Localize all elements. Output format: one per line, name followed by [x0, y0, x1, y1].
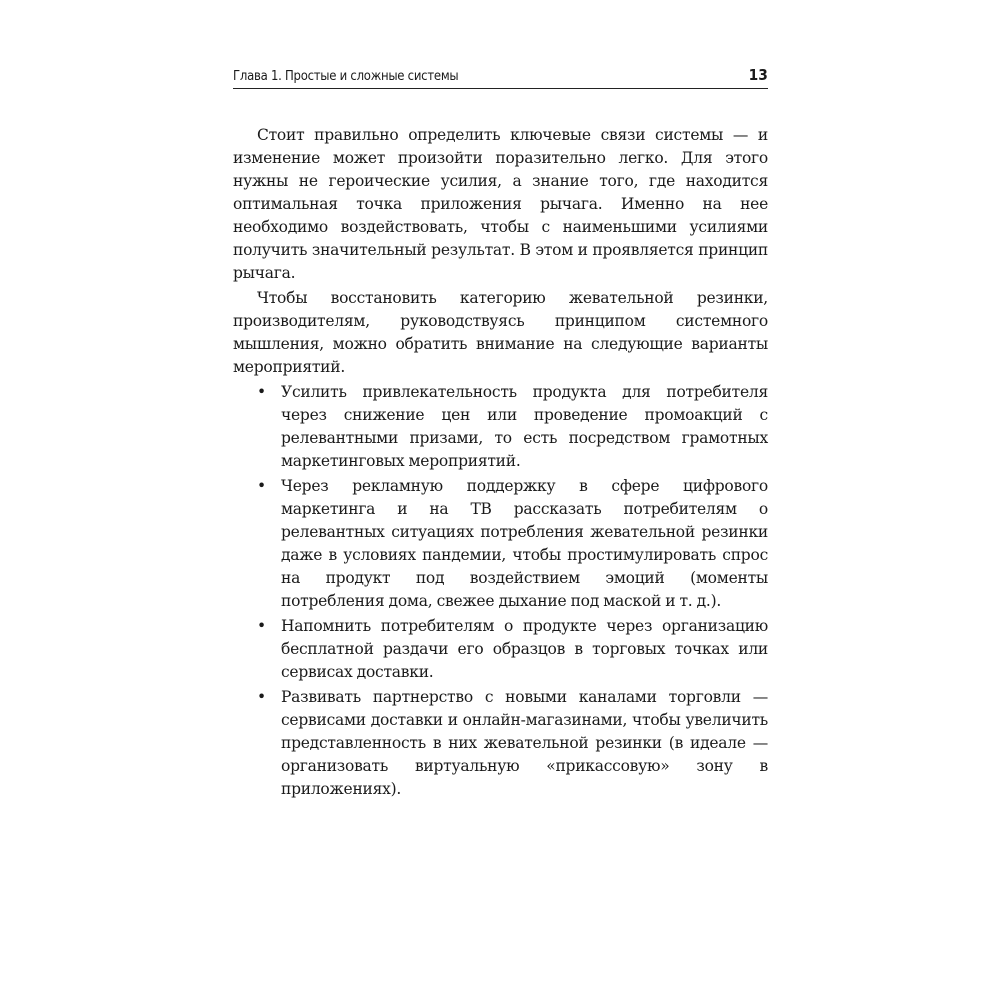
bullet-icon: • — [257, 688, 266, 706]
paragraph: Стоит правильно определить ключевые связи системы — и изменение может произойти поразительно легко. Для этого нужны не героические усилия, а знание того, где находится оптимальная точка приложения рычага. Именно на нее необходимо воздействовать, чтобы с наименьшими усилиями получить значительный результат. В этом и проявляется принцип рычага. — [233, 126, 768, 282]
bullet-item — [233, 686, 768, 801]
bullet-list — [233, 381, 768, 801]
bullet-icon: • — [257, 617, 266, 635]
bullet-text: Напомнить потребителям о продукте через организацию бесплатной раздачи его образцов в торговых точках или сервисах доставки. — [281, 617, 768, 681]
paragraph: Чтобы восстановить категорию жевательной резинки, производителям, руководствуясь принципом системного мышления, можно обратить внимание на следующие варианты мероприятий. — [233, 289, 768, 376]
running-header — [233, 58, 768, 89]
book-page — [233, 58, 768, 803]
bullet-text: Через рекламную поддержку в сфере цифрового маркетинга и на ТВ рассказать потребителям о релевантных ситуациях потребления жевательной резинки даже в условиях пандемии, чтобы простимулировать спрос на продукт под воздействием эмоций (моменты потребления дома, свежее дыхание под маской и т. д.). — [281, 477, 768, 610]
bullet-icon: • — [257, 383, 266, 401]
page-body — [233, 124, 768, 801]
chapter-title: Глава 1. Простые и сложные системы — [233, 69, 459, 84]
bullet-text: Усилить привлекательность продукта для потребителя через снижение цен или проведение промоакций с релевантными призами, то есть посредством грамотных маркетинговых мероприятий. — [281, 383, 768, 470]
bullet-text: Развивать партнерство с новыми каналами торговли — сервисами доставки и онлайн-магазинами, чтобы увеличить представленность в них жевательной резинки (в идеале — организовать виртуальную «прикассовую» зону в приложениях). — [281, 688, 768, 798]
bullet-item — [233, 475, 768, 613]
page-number: 13 — [748, 66, 768, 84]
bullet-item — [233, 381, 768, 473]
bullet-icon: • — [257, 477, 266, 495]
bullet-item — [233, 615, 768, 684]
